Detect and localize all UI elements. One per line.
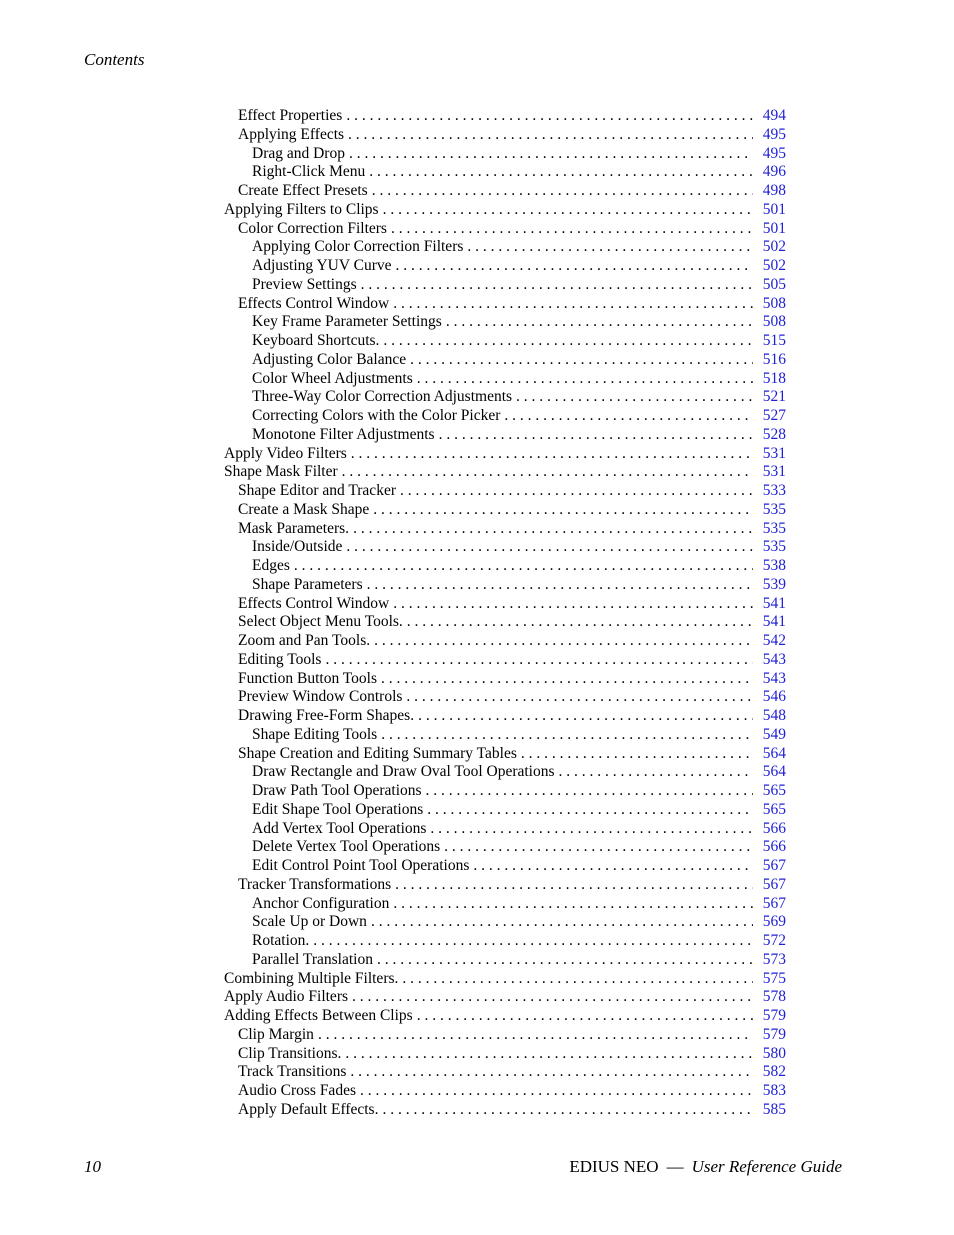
dot-leader <box>521 745 753 764</box>
toc-entry-title: Mask Parameters. <box>238 519 350 537</box>
toc-page-link[interactable]: 546 <box>762 688 786 706</box>
toc-page-link[interactable]: 564 <box>762 763 786 781</box>
toc-entry-title: Effects Control Window <box>238 294 390 312</box>
toc-page-link[interactable]: 541 <box>762 594 786 612</box>
toc-entry-title: Apply Default Effects. <box>238 1100 379 1118</box>
toc-page-link[interactable]: 572 <box>762 932 786 949</box>
dot-leader <box>446 313 753 332</box>
toc-entry-title: Key Frame Parameter Settings <box>252 313 442 331</box>
toc-page-link[interactable]: 538 <box>762 557 786 574</box>
dot-leader <box>418 707 753 726</box>
toc-entry-title: Zoom and Pan Tools. <box>238 632 371 649</box>
dot-leader <box>402 970 752 989</box>
page-number: 10 <box>84 1157 101 1176</box>
toc-page-link[interactable]: 531 <box>762 444 786 462</box>
toc-page-link[interactable]: 505 <box>762 275 786 293</box>
toc-entry-title: Preview Settings <box>252 275 357 293</box>
dot-leader <box>473 857 752 876</box>
toc-entry[interactable] <box>224 445 786 464</box>
toc-entry-title: Editing Tools <box>238 650 322 668</box>
toc-entry-title: Apply Video Filters <box>224 444 347 462</box>
toc-page-link[interactable]: 535 <box>762 500 786 518</box>
toc-page-link[interactable]: 542 <box>762 632 786 649</box>
dot-leader <box>393 295 753 314</box>
toc-entry-title: Scale Up or Down <box>252 913 367 931</box>
dot-leader <box>383 332 752 351</box>
toc-page-link[interactable]: 494 <box>762 107 786 124</box>
toc-entry[interactable] <box>224 482 786 501</box>
toc-entry[interactable] <box>224 895 786 914</box>
toc-page-link[interactable]: 573 <box>762 950 786 968</box>
toc-entry[interactable] <box>224 313 786 332</box>
toc-entry-title: Effect Properties <box>238 107 343 124</box>
toc-entry[interactable] <box>224 332 786 351</box>
dot-leader <box>372 182 753 201</box>
dot-leader <box>410 351 753 370</box>
dot-leader <box>342 463 753 482</box>
toc-entry-title: Drag and Drop <box>252 144 345 162</box>
toc-entry[interactable] <box>224 595 786 614</box>
toc-entry[interactable] <box>224 576 786 595</box>
toc-page-link[interactable]: 527 <box>762 407 786 424</box>
toc-page-link[interactable]: 498 <box>762 182 786 199</box>
toc-page-link[interactable]: 583 <box>762 1082 786 1099</box>
toc-entry-title: Edit Control Point Tool Operations <box>252 857 470 874</box>
toc-page-link[interactable]: 535 <box>762 519 786 537</box>
toc-page-link[interactable]: 518 <box>762 369 786 387</box>
toc-entry-title: Shape Creation and Editing Summary Tables <box>238 744 517 762</box>
toc-entry[interactable] <box>224 145 786 164</box>
toc-entry[interactable] <box>224 745 786 764</box>
running-header: Contents <box>84 50 145 69</box>
toc-page-link[interactable]: 567 <box>762 875 786 893</box>
toc-entry-title: Drawing Free-Form Shapes. <box>238 707 415 724</box>
toc-entry-title: Shape Parameters <box>252 575 363 593</box>
toc-entry[interactable] <box>224 501 786 520</box>
toc-page-link[interactable]: 567 <box>762 857 786 874</box>
toc-entry-title: Apply Audio Filters <box>224 988 349 1006</box>
toc-entry[interactable] <box>224 951 786 970</box>
dot-leader <box>504 407 752 426</box>
toc-entry-title: Function Button Tools <box>238 669 378 687</box>
toc-entry[interactable] <box>224 126 786 145</box>
toc-entry-title: Tracker Transformations <box>238 875 392 893</box>
dot-leader <box>325 651 752 670</box>
dot-leader <box>427 801 752 820</box>
toc-entry[interactable] <box>224 407 786 426</box>
dot-leader <box>351 445 753 464</box>
toc-page-link[interactable]: 566 <box>762 838 786 856</box>
toc-entry[interactable] <box>224 988 786 1007</box>
toc-entry-title: Adjusting Color Balance <box>252 350 407 368</box>
toc-entry-title: Monotone Filter Adjustments <box>252 425 435 443</box>
dot-leader <box>430 820 752 839</box>
dot-leader <box>400 482 753 501</box>
toc-page-link[interactable]: 578 <box>762 988 786 1006</box>
dot-leader <box>417 370 753 389</box>
toc-page-link[interactable]: 521 <box>762 388 786 406</box>
dot-leader <box>406 688 752 707</box>
toc-page-link[interactable]: 496 <box>762 163 786 181</box>
toc-entry[interactable] <box>224 932 786 951</box>
toc-page-link[interactable]: 516 <box>762 350 786 368</box>
dot-leader <box>352 988 753 1007</box>
toc-page-link[interactable]: 582 <box>762 1063 786 1081</box>
toc-entry-title: Keyboard Shortcuts. <box>252 332 380 349</box>
dot-leader <box>346 538 752 557</box>
toc-entry[interactable] <box>224 1082 786 1101</box>
toc-entry[interactable] <box>224 838 786 857</box>
toc-page-link[interactable]: 566 <box>762 819 786 837</box>
dot-leader <box>393 595 753 614</box>
toc-entry[interactable] <box>224 1063 786 1082</box>
toc-entry[interactable] <box>224 370 786 389</box>
dot-leader <box>439 426 753 445</box>
toc-entry[interactable] <box>224 726 786 745</box>
dot-leader <box>371 913 753 932</box>
toc-entry[interactable] <box>224 782 786 801</box>
toc-entry[interactable] <box>224 632 786 651</box>
toc-entry-title: Shape Editing Tools <box>252 725 378 743</box>
dot-leader <box>559 763 753 782</box>
dot-leader <box>353 520 753 539</box>
dot-leader <box>516 388 753 407</box>
toc-entry-title: Preview Window Controls <box>238 688 403 706</box>
toc-entry[interactable] <box>224 688 786 707</box>
toc-entry-title: Correcting Colors with the Color Picker <box>252 407 501 424</box>
toc-page-link[interactable]: 508 <box>762 313 786 331</box>
footer-separator: — <box>666 1157 684 1176</box>
toc-page-link[interactable]: 543 <box>762 650 786 668</box>
toc-entry-title: Edges <box>252 557 290 574</box>
dot-leader <box>350 1063 752 1082</box>
dot-leader <box>444 838 753 857</box>
toc-page-link[interactable]: 575 <box>762 969 786 987</box>
footer-guide-title: User Reference Guide <box>691 1157 842 1176</box>
toc-page-link[interactable]: 531 <box>762 463 786 481</box>
dot-leader <box>318 1026 753 1045</box>
dot-leader <box>369 163 753 182</box>
toc-entry-title: Shape Editor and Tracker <box>238 482 396 499</box>
dot-leader <box>373 501 752 520</box>
toc-page-link[interactable]: 495 <box>762 125 786 143</box>
toc-entry-title: Effects Control Window <box>238 594 390 612</box>
dot-leader <box>417 1007 753 1026</box>
dot-leader <box>383 201 753 220</box>
dot-leader <box>349 145 753 164</box>
toc-entry[interactable] <box>224 351 786 370</box>
dot-leader <box>393 895 752 914</box>
toc-entry[interactable] <box>224 670 786 689</box>
dot-leader <box>395 876 753 895</box>
toc-entry[interactable] <box>224 557 786 576</box>
dot-leader <box>313 932 752 951</box>
toc-entry[interactable] <box>224 182 786 201</box>
toc-entry-title: Create a Mask Shape <box>238 500 370 518</box>
toc-page-link[interactable]: 501 <box>762 219 786 237</box>
toc-page-link[interactable]: 549 <box>762 725 786 743</box>
toc-page-link[interactable]: 565 <box>762 800 786 818</box>
toc-entry[interactable] <box>224 801 786 820</box>
toc-entry[interactable] <box>224 1026 786 1045</box>
toc-page-link[interactable]: 535 <box>762 538 786 556</box>
dot-leader <box>360 1082 753 1101</box>
dot-leader <box>391 220 753 239</box>
toc-entry[interactable] <box>224 970 786 989</box>
toc-entry[interactable] <box>224 763 786 782</box>
toc-entry-title: Color Correction Filters <box>238 219 387 237</box>
toc-page-link[interactable]: 515 <box>762 332 786 349</box>
dot-leader <box>381 670 753 689</box>
dot-leader <box>381 726 753 745</box>
toc-entry-title: Shape Mask Filter <box>224 463 338 481</box>
toc-entry-title: Applying Color Correction Filters <box>252 238 464 256</box>
dot-leader <box>361 276 753 295</box>
toc-entry[interactable] <box>224 520 786 539</box>
toc-entry-title: Parallel Translation <box>252 950 373 968</box>
dot-leader <box>377 951 753 970</box>
dot-leader <box>407 613 753 632</box>
toc-page-link[interactable]: 533 <box>762 482 786 499</box>
toc-entry-title: Color Wheel Adjustments <box>252 369 413 387</box>
toc-entry-title: Anchor Configuration <box>252 894 390 912</box>
dot-leader <box>426 782 753 801</box>
toc-entry-title: Right-Click Menu <box>252 163 366 181</box>
toc-entry[interactable] <box>224 426 786 445</box>
toc-entry[interactable] <box>224 876 786 895</box>
toc-entry-title: Applying Filters to Clips <box>224 200 379 218</box>
toc-entry-title: Audio Cross Fades <box>238 1082 356 1099</box>
toc-entry-title: Delete Vertex Tool Operations <box>252 838 441 856</box>
toc-entry[interactable] <box>224 913 786 932</box>
toc-page-link[interactable]: 567 <box>762 894 786 912</box>
toc-page-link[interactable]: 543 <box>762 669 786 687</box>
toc-page-link[interactable]: 580 <box>762 1044 786 1062</box>
toc-entry[interactable] <box>224 1045 786 1064</box>
toc-entry-title: Clip Margin <box>238 1025 314 1043</box>
toc-entry[interactable] <box>224 463 786 482</box>
toc-entry-title: Edit Shape Tool Operations <box>252 800 424 818</box>
dot-leader <box>345 1045 752 1064</box>
toc-entry[interactable] <box>224 651 786 670</box>
toc-page-link[interactable]: 539 <box>762 575 786 593</box>
toc-page-link[interactable]: 508 <box>762 294 786 312</box>
toc-entry-title: Select Object Menu Tools. <box>238 613 403 631</box>
dot-leader <box>467 238 752 257</box>
toc-entry-title: Create Effect Presets <box>238 182 368 199</box>
toc-page-link[interactable]: 585 <box>762 1100 786 1118</box>
toc-entry-title: Draw Path Tool Operations <box>252 782 422 799</box>
toc-page-link[interactable]: 502 <box>762 238 786 256</box>
toc-entry[interactable] <box>224 220 786 239</box>
toc-entry[interactable] <box>224 1101 786 1120</box>
toc-entry-title: Draw Rectangle and Draw Oval Tool Operations <box>252 763 555 781</box>
toc-page-link[interactable]: 579 <box>762 1007 786 1024</box>
dot-leader <box>396 257 753 276</box>
toc-entry[interactable] <box>224 276 786 295</box>
dot-leader <box>382 1101 752 1120</box>
running-footer <box>569 1157 842 1177</box>
toc-entry-title: Adjusting YUV Curve <box>252 257 392 274</box>
toc-page-link[interactable]: 565 <box>762 782 786 799</box>
table-of-contents <box>224 107 786 1120</box>
dot-leader <box>294 557 753 576</box>
toc-entry[interactable] <box>224 388 786 407</box>
toc-entry[interactable] <box>224 857 786 876</box>
toc-entry[interactable] <box>224 257 786 276</box>
toc-entry-title: Inside/Outside <box>252 538 343 556</box>
toc-entry-title: Track Transitions <box>238 1063 347 1081</box>
toc-page-link[interactable]: 541 <box>762 613 786 631</box>
dot-leader <box>374 632 753 651</box>
toc-page-link[interactable]: 548 <box>762 707 786 724</box>
toc-entry-title: Combining Multiple Filters. <box>224 969 399 987</box>
toc-entry[interactable] <box>224 538 786 557</box>
toc-entry-title: Adding Effects Between Clips <box>224 1007 413 1024</box>
toc-entry-title: Three-Way Color Correction Adjustments <box>252 388 513 406</box>
toc-entry[interactable] <box>224 295 786 314</box>
toc-entry[interactable] <box>224 201 786 220</box>
toc-entry[interactable] <box>224 707 786 726</box>
dot-leader <box>367 576 753 595</box>
toc-entry-title: Applying Effects <box>238 125 345 143</box>
toc-entry-title: Clip Transitions. <box>238 1044 342 1062</box>
toc-page-link[interactable]: 569 <box>762 913 786 931</box>
toc-page-link[interactable]: 564 <box>762 744 786 762</box>
toc-entry[interactable] <box>224 820 786 839</box>
footer-product: EDIUS NEO <box>569 1157 659 1176</box>
toc-page-link[interactable]: 502 <box>762 257 786 274</box>
toc-entry[interactable] <box>224 163 786 182</box>
toc-entry-title: Rotation. <box>252 932 310 949</box>
toc-entry[interactable] <box>224 238 786 257</box>
toc-entry[interactable] <box>224 613 786 632</box>
dot-leader <box>346 107 752 126</box>
toc-page-link[interactable]: 528 <box>762 425 786 443</box>
toc-entry[interactable] <box>224 1007 786 1026</box>
toc-page-link[interactable]: 501 <box>762 200 786 218</box>
toc-entry-title: Add Vertex Tool Operations <box>252 819 427 837</box>
toc-entry[interactable] <box>224 107 786 126</box>
toc-page-link[interactable]: 495 <box>762 144 786 162</box>
toc-page-link[interactable]: 579 <box>762 1025 786 1043</box>
dot-leader <box>348 126 753 145</box>
